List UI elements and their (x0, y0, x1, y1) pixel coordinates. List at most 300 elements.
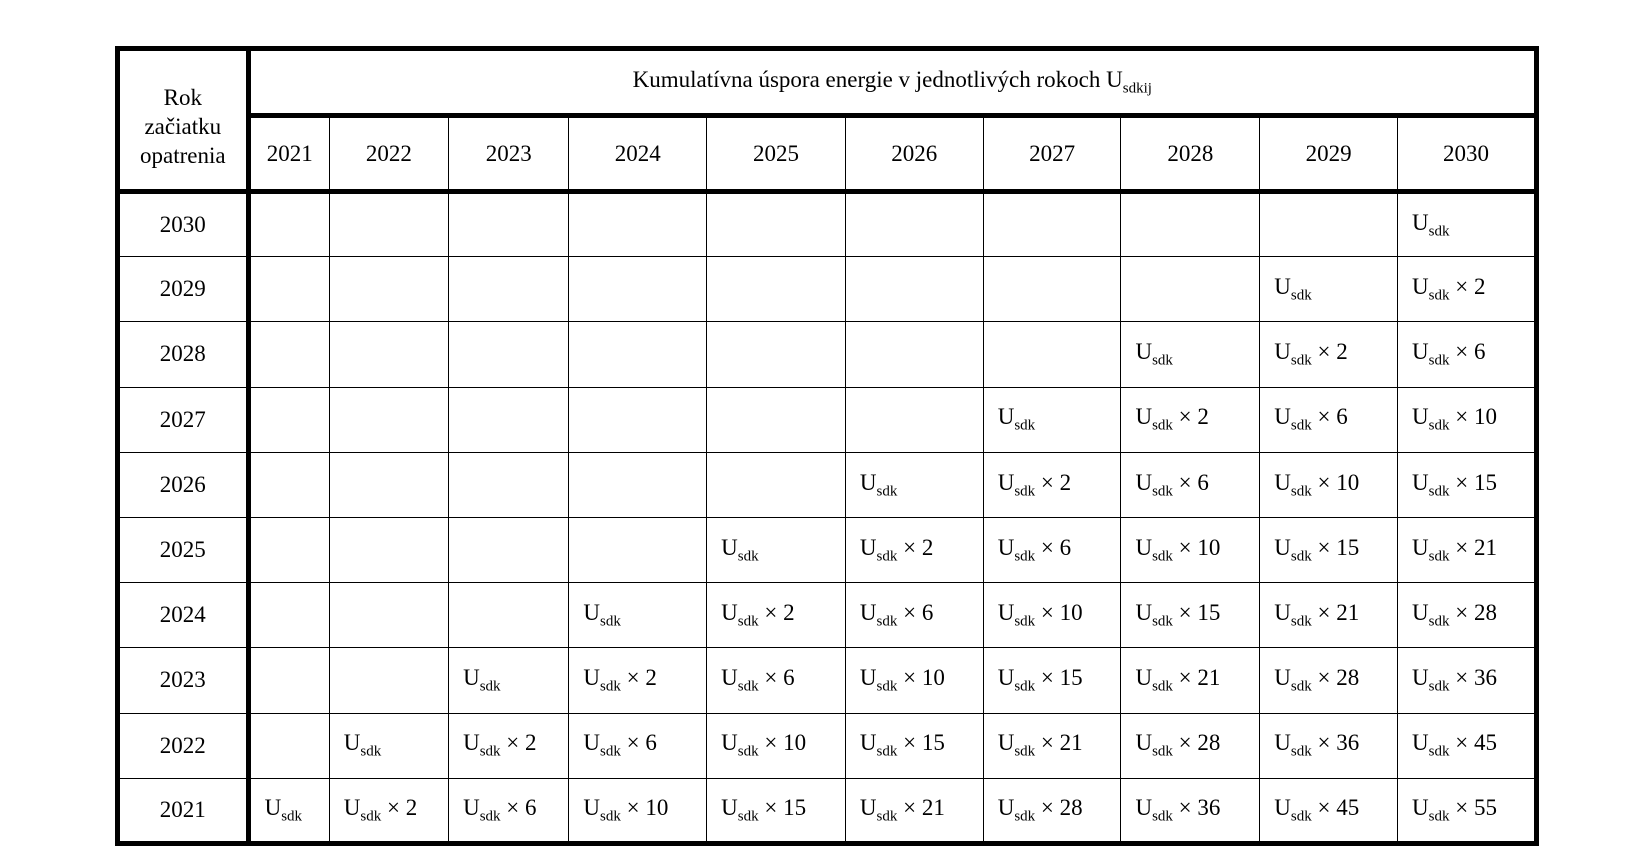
unit-subscript: sdk (360, 743, 382, 760)
savings-cell (329, 648, 448, 713)
unit-subscript: sdk (1014, 743, 1036, 760)
unit-subscript: sdk (1152, 352, 1173, 369)
column-year-header: 2024 (569, 116, 707, 192)
savings-cell (1121, 517, 1260, 582)
unit-subscript: sdk (1428, 352, 1450, 369)
unit-base: U (1412, 209, 1429, 235)
savings-cell (1398, 583, 1537, 648)
savings-cell (1398, 192, 1537, 257)
multiplier: 15 (783, 794, 807, 820)
table-row (118, 517, 1537, 582)
multiplier: 28 (1336, 665, 1360, 691)
savings-cell (569, 257, 707, 322)
savings-cell (1260, 387, 1398, 452)
multiplier: 45 (1473, 730, 1497, 756)
unit-base: U (1412, 469, 1429, 495)
savings-cell (1121, 257, 1260, 322)
multiply-sign: × (897, 599, 922, 625)
multiply-sign: × (500, 730, 526, 756)
multiply-sign: × (897, 534, 922, 560)
unit-subscript: sdk (737, 548, 759, 565)
unit-base: U (1135, 534, 1153, 560)
unit-subscript: sdk (1428, 613, 1450, 630)
multiplier: 21 (921, 794, 945, 820)
multiplier: 36 (1336, 730, 1360, 756)
multiply-sign: × (1311, 534, 1337, 560)
unit-subscript: sdk (1152, 613, 1173, 630)
row-start-year: 2025 (118, 517, 249, 582)
savings-cell (449, 322, 569, 387)
multiply-sign: × (620, 794, 646, 820)
unit-base: U (1412, 273, 1429, 299)
row-start-year: 2026 (118, 452, 249, 517)
savings-cell (569, 452, 707, 517)
savings-cell (983, 452, 1121, 517)
unit-subscript: sdk (360, 808, 382, 825)
row-start-year: 2024 (118, 583, 249, 648)
savings-cell (449, 257, 569, 322)
multiply-sign: × (1035, 665, 1060, 691)
multiplier: 6 (921, 599, 934, 625)
savings-cell (449, 387, 569, 452)
column-year-header: 2025 (707, 116, 846, 192)
savings-cell (329, 257, 448, 322)
savings-cell (569, 322, 707, 387)
multiplier: 10 (1336, 469, 1360, 495)
unit-subscript: sdk (1290, 548, 1312, 565)
unit-subscript: sdk (1014, 808, 1036, 825)
savings-cell (248, 713, 329, 778)
multiplier: 21 (1059, 730, 1083, 756)
multiply-sign: × (1172, 404, 1198, 430)
unit-base: U (997, 469, 1015, 495)
unit-subscript: sdk (1152, 417, 1173, 434)
savings-cell (1398, 257, 1537, 322)
multiplier: 55 (1473, 794, 1497, 820)
unit-subscript: sdk (1152, 483, 1173, 500)
unit-base: U (1274, 794, 1291, 820)
multiply-sign: × (1172, 469, 1198, 495)
unit-base: U (997, 534, 1015, 560)
savings-cell (1121, 713, 1260, 778)
unit-base: U (1274, 665, 1291, 691)
multiplier: 6 (645, 730, 657, 756)
savings-cell (845, 452, 983, 517)
savings-cell (983, 322, 1121, 387)
savings-cell (983, 778, 1121, 843)
unit-subscript: sdk (1014, 417, 1036, 434)
savings-cell (1121, 583, 1260, 648)
multiplier: 15 (921, 730, 945, 756)
multiply-sign: × (1311, 469, 1337, 495)
unit-subscript: sdk (1014, 613, 1036, 630)
unit-subscript: sdk (1290, 743, 1312, 760)
column-year-header: 2026 (845, 116, 983, 192)
multiply-sign: × (897, 794, 922, 820)
unit-base: U (1135, 665, 1153, 691)
unit-subscript: sdk (876, 548, 898, 565)
multiply-sign: × (1172, 794, 1198, 820)
unit-base: U (1412, 794, 1429, 820)
savings-cell (569, 648, 707, 713)
row-start-year: 2029 (118, 257, 249, 322)
unit-subscript: sdk (599, 743, 621, 760)
unit-base: U (264, 794, 282, 820)
multiplier: 2 (645, 665, 657, 691)
unit-subscript: sdk (479, 743, 501, 760)
multiplier: 15 (1059, 665, 1083, 691)
unit-base: U (463, 730, 480, 756)
savings-cell (707, 517, 846, 582)
multiply-sign: × (1035, 534, 1060, 560)
multiply-sign: × (1449, 599, 1474, 625)
savings-cell (248, 778, 329, 843)
row-header-line: začiatku (144, 114, 222, 139)
multiply-sign: × (1311, 730, 1337, 756)
unit-base: U (1274, 599, 1291, 625)
unit-base: U (1135, 599, 1153, 625)
row-start-year: 2021 (118, 778, 249, 843)
unit-subscript: sdk (1014, 483, 1036, 500)
unit-subscript: sdk (1428, 678, 1450, 695)
unit-base: U (1274, 534, 1291, 560)
savings-cell (707, 257, 846, 322)
savings-cell (248, 322, 329, 387)
row-start-year: 2023 (118, 648, 249, 713)
multiply-sign: × (1449, 665, 1474, 691)
multiply-sign: × (758, 599, 784, 625)
multiplier: 2 (783, 599, 795, 625)
row-header-line: opatrenia (140, 143, 226, 168)
multiplier: 6 (1059, 534, 1072, 560)
multiplier: 21 (1336, 599, 1360, 625)
savings-cell (983, 648, 1121, 713)
savings-cell (845, 257, 983, 322)
savings-cell (707, 192, 846, 257)
unit-subscript: sdk (737, 808, 759, 825)
unit-subscript: sdk (1428, 417, 1450, 434)
savings-cell (449, 517, 569, 582)
savings-cell (1121, 387, 1260, 452)
unit-base: U (859, 730, 877, 756)
multiply-sign: × (1311, 404, 1337, 430)
unit-base: U (721, 534, 738, 560)
multiplier: 6 (1197, 469, 1209, 495)
multiply-sign: × (620, 665, 646, 691)
multiply-sign: × (1449, 469, 1474, 495)
table-row (118, 778, 1537, 843)
multiplier: 36 (1473, 665, 1497, 691)
savings-cell (1260, 583, 1398, 648)
multiplier: 15 (1197, 599, 1221, 625)
savings-cell (329, 517, 448, 582)
unit-base: U (1135, 730, 1153, 756)
unit-subscript: sdk (1014, 678, 1036, 695)
multiplier: 10 (921, 665, 945, 691)
unit-base: U (1274, 730, 1291, 756)
savings-cell (983, 192, 1121, 257)
unit-subscript: sdk (281, 808, 303, 825)
savings-cell (1260, 257, 1398, 322)
unit-base: U (997, 599, 1015, 625)
multiply-sign: × (1449, 730, 1474, 756)
row-header-title (118, 49, 249, 192)
savings-cell (449, 192, 569, 257)
multiply-sign: × (1035, 469, 1060, 495)
savings-cell (248, 192, 329, 257)
savings-cell (845, 192, 983, 257)
unit-base: U (463, 665, 480, 691)
savings-cell (1260, 648, 1398, 713)
savings-cell (248, 257, 329, 322)
multiplier: 10 (1059, 599, 1083, 625)
unit-subscript: sdk (1428, 287, 1450, 304)
row-header-line: Rok (163, 85, 202, 110)
unit-subscript: sdk (1152, 743, 1173, 760)
unit-subscript: sdk (1152, 808, 1173, 825)
multiplier: 2 (525, 730, 537, 756)
savings-cell (449, 452, 569, 517)
unit-base: U (343, 794, 361, 820)
row-start-year: 2022 (118, 713, 249, 778)
multiply-sign: × (1035, 794, 1060, 820)
savings-cell (329, 322, 448, 387)
unit-base: U (583, 599, 600, 625)
savings-cell (449, 778, 569, 843)
savings-cell (707, 583, 846, 648)
unit-base: U (1274, 469, 1291, 495)
table-title (248, 49, 1536, 116)
multiplier: 10 (1473, 404, 1497, 430)
savings-cell (1398, 387, 1537, 452)
multiply-sign: × (1449, 534, 1474, 560)
unit-base: U (1135, 339, 1153, 365)
multiply-sign: × (1035, 730, 1060, 756)
multiply-sign: × (1172, 599, 1198, 625)
savings-cell (569, 387, 707, 452)
unit-base: U (1274, 404, 1291, 430)
unit-base: U (1412, 534, 1429, 560)
unit-subscript: sdk (1152, 548, 1173, 565)
unit-subscript: sdk (876, 483, 898, 500)
unit-base: U (859, 665, 877, 691)
unit-subscript: sdk (599, 678, 621, 695)
unit-subscript: sdk (599, 808, 621, 825)
multiplier: 2 (1197, 404, 1209, 430)
unit-subscript: sdk (1428, 223, 1450, 240)
multiply-sign: × (1311, 665, 1337, 691)
savings-cell (248, 583, 329, 648)
multiply-sign: × (897, 730, 922, 756)
unit-base: U (997, 404, 1015, 430)
unit-subscript: sdk (1290, 678, 1312, 695)
savings-cell (329, 778, 448, 843)
savings-cell (248, 387, 329, 452)
multiplier: 2 (405, 794, 418, 820)
savings-cell (983, 583, 1121, 648)
table-row (118, 648, 1537, 713)
multiplier: 21 (1473, 534, 1497, 560)
savings-cell (845, 648, 983, 713)
unit-subscript: sdk (1428, 548, 1450, 565)
savings-cell (983, 257, 1121, 322)
savings-cell (329, 583, 448, 648)
multiply-sign: × (758, 665, 784, 691)
multiplier: 10 (645, 794, 669, 820)
unit-base: U (343, 730, 361, 756)
multiply-sign: × (1311, 794, 1337, 820)
unit-subscript: sdk (1428, 808, 1450, 825)
multiplier: 15 (1336, 534, 1360, 560)
multiply-sign: × (1449, 273, 1474, 299)
savings-cell (248, 517, 329, 582)
savings-cell (449, 713, 569, 778)
table-row (118, 257, 1537, 322)
multiply-sign: × (500, 794, 526, 820)
unit-base: U (583, 794, 600, 820)
multiplier: 6 (1336, 404, 1348, 430)
unit-subscript: sdk (876, 743, 898, 760)
unit-subscript: sdk (479, 678, 501, 695)
unit-base: U (1274, 339, 1291, 365)
unit-subscript: sdk (1152, 678, 1173, 695)
unit-subscript: sdk (479, 808, 501, 825)
savings-cell (845, 583, 983, 648)
savings-cell (845, 322, 983, 387)
savings-cell (1398, 517, 1537, 582)
unit-subscript: sdk (1290, 417, 1312, 434)
unit-subscript: sdk (737, 743, 759, 760)
savings-cell (1260, 192, 1398, 257)
savings-cell (1121, 192, 1260, 257)
savings-cell (248, 648, 329, 713)
multiplier: 2 (1059, 469, 1072, 495)
column-year-header: 2023 (449, 116, 569, 192)
multiplier: 2 (1336, 339, 1348, 365)
column-year-header: 2022 (329, 116, 448, 192)
savings-cell (983, 517, 1121, 582)
unit-base: U (583, 730, 600, 756)
cumulative-savings-table (115, 46, 1539, 846)
savings-cell (569, 778, 707, 843)
savings-cell (1260, 452, 1398, 517)
unit-base: U (1412, 339, 1429, 365)
multiplier: 28 (1059, 794, 1083, 820)
unit-subscript: sdk (876, 808, 898, 825)
unit-subscript: sdk (1290, 483, 1312, 500)
row-start-year: 2030 (118, 192, 249, 257)
unit-base: U (721, 665, 738, 691)
unit-base: U (1412, 599, 1429, 625)
unit-base: U (1135, 794, 1153, 820)
savings-cell (569, 713, 707, 778)
unit-base: U (997, 665, 1015, 691)
multiply-sign: × (1311, 599, 1337, 625)
unit-subscript: sdk (1428, 483, 1450, 500)
savings-cell (983, 387, 1121, 452)
unit-base: U (463, 794, 480, 820)
unit-base: U (1412, 665, 1429, 691)
multiplier: 36 (1197, 794, 1221, 820)
savings-cell (329, 713, 448, 778)
multiply-sign: × (1172, 534, 1198, 560)
savings-cell (1398, 322, 1537, 387)
unit-subscript: sdk (1428, 743, 1450, 760)
multiply-sign: × (1449, 794, 1474, 820)
savings-cell (845, 387, 983, 452)
unit-base: U (859, 599, 877, 625)
unit-base: U (583, 665, 600, 691)
multiply-sign: × (1311, 339, 1337, 365)
savings-cell (707, 778, 846, 843)
savings-cell (1121, 452, 1260, 517)
savings-cell (1260, 322, 1398, 387)
unit-base: U (859, 794, 877, 820)
multiply-sign: × (1172, 730, 1198, 756)
row-start-year: 2028 (118, 322, 249, 387)
multiply-sign: × (620, 730, 646, 756)
multiply-sign: × (758, 794, 784, 820)
savings-cell (329, 387, 448, 452)
multiplier: 45 (1336, 794, 1360, 820)
multiplier: 6 (525, 794, 537, 820)
multiply-sign: × (1449, 339, 1474, 365)
table-row (118, 387, 1537, 452)
unit-subscript: sdk (1014, 548, 1036, 565)
savings-cell (707, 648, 846, 713)
unit-base: U (1412, 730, 1429, 756)
savings-cell (1398, 778, 1537, 843)
savings-cell (1121, 778, 1260, 843)
column-year-header: 2030 (1398, 116, 1537, 192)
multiplier: 10 (783, 730, 807, 756)
table-title-subscript: sdkij (1122, 80, 1152, 97)
column-year-header: 2029 (1260, 116, 1398, 192)
unit-base: U (859, 469, 877, 495)
table-title-text: Kumulatívna úspora energie v jednotlivých rokoch U (632, 66, 1123, 92)
savings-cell (1121, 648, 1260, 713)
savings-cell (329, 192, 448, 257)
unit-subscript: sdk (599, 613, 621, 630)
column-year-header: 2021 (248, 116, 329, 192)
savings-cell (1260, 517, 1398, 582)
savings-cell (1398, 452, 1537, 517)
table-row (118, 322, 1537, 387)
unit-base: U (1412, 404, 1429, 430)
multiply-sign: × (1449, 404, 1474, 430)
savings-cell (449, 648, 569, 713)
unit-subscript: sdk (1290, 287, 1312, 304)
multiplier: 6 (1473, 339, 1486, 365)
unit-subscript: sdk (876, 678, 898, 695)
savings-cell (1121, 322, 1260, 387)
savings-cell (707, 322, 846, 387)
savings-cell (329, 452, 448, 517)
savings-cell (569, 517, 707, 582)
table-row (118, 452, 1537, 517)
multiply-sign: × (1035, 599, 1060, 625)
multiplier: 28 (1197, 730, 1221, 756)
savings-cell (1398, 713, 1537, 778)
table-row (118, 192, 1537, 257)
savings-cell (845, 778, 983, 843)
column-year-header: 2027 (983, 116, 1121, 192)
savings-cell (449, 583, 569, 648)
savings-cell (569, 192, 707, 257)
unit-base: U (997, 794, 1015, 820)
unit-subscript: sdk (737, 613, 759, 630)
column-year-header: 2028 (1121, 116, 1260, 192)
